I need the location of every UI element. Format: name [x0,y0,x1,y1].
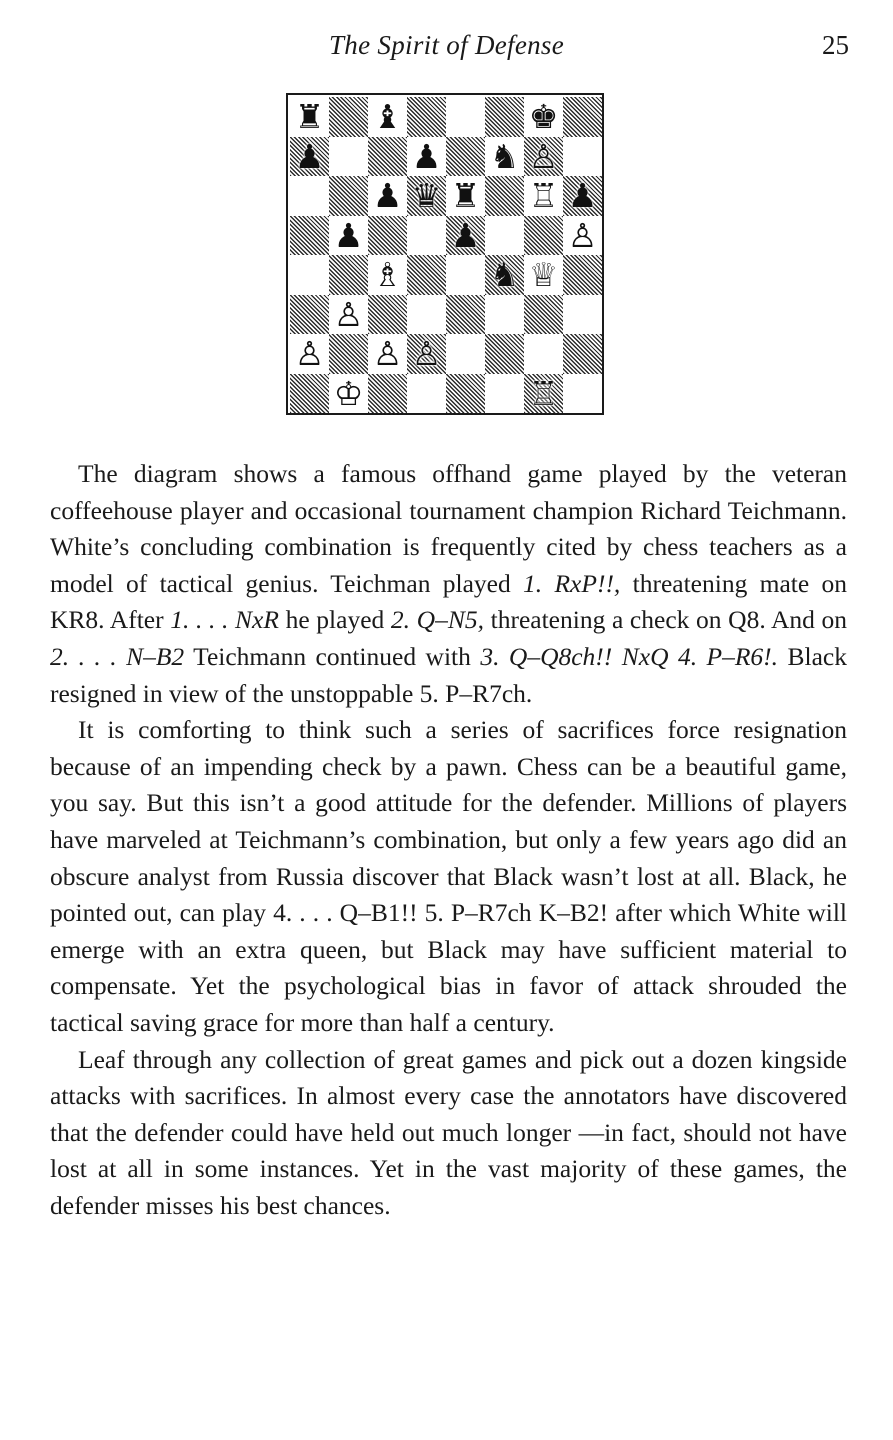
black-pawn-icon: ♟ [372,176,403,216]
square-e6 [446,176,485,216]
square-c8 [368,97,407,137]
square-c5 [368,216,407,256]
square-e8 [446,97,485,137]
square-d3 [407,295,446,335]
square-a8 [290,97,329,137]
chess-board [290,97,602,413]
square-h4 [563,255,602,295]
square-b4 [329,255,368,295]
paragraph-1 [50,456,847,712]
running-head [0,28,893,68]
white-king-icon: ♔ [333,373,364,413]
square-h5 [563,216,602,256]
black-knight-icon: ♞ [489,136,520,176]
square-f3 [485,295,524,335]
paragraph-2: It is comforting to think such a series of sacrifices force resignation because of an impending check by a pawn. Chess can be a beautiful game, you say. But this isn’t a good attitude for the defender. Millions of players have marveled at Teichmann’s combination, but only a few years ago did an obscure analyst from Russia discover that Black wasn’t lost at all. Black, he pointed out, can play 4. . . . Q–B1!! 5. P–R7ch K–B2! after which White will emerge with an extra queen, but Black may have sufficient material to compensate. Yet the psychological bias in favor of attack shrouded the tactical saving grace for more than half a century. [50,715,847,1037]
p1-text-4: threatening a check on Q8. And on [484,605,847,635]
white-bishop-icon: ♗ [372,255,403,295]
page-number: 25 [822,30,849,60]
square-b1 [329,374,368,414]
black-bishop-icon: ♝ [372,97,403,137]
chess-diagram [286,93,604,415]
square-c2 [368,334,407,374]
black-pawn-icon: ♟ [411,136,442,176]
square-a6 [290,176,329,216]
square-f2 [485,334,524,374]
square-d6 [407,176,446,216]
black-pawn-icon: ♟ [450,215,481,255]
square-f8 [485,97,524,137]
square-f4 [485,255,524,295]
p1-text-5: Teichmann continued with [184,641,481,671]
square-e2 [446,334,485,374]
paragraph-3: Leaf through any collection of great games and pick out a dozen kingside attacks with sacrifices. In almost every case the annotators have discovered that the defender could have held out much longer —in fact, should not have lost at all in some instances. Yet in the vast majority of these games, the defender misses his best chances. [50,1044,847,1220]
white-pawn-icon: ♙ [372,334,403,374]
white-pawn-icon: ♙ [411,334,442,374]
black-queen-icon: ♛ [411,176,442,216]
square-e7 [446,137,485,177]
square-c3 [368,295,407,335]
square-h3 [563,295,602,335]
square-e1 [446,374,485,414]
white-queen-icon: ♕ [528,255,559,295]
p1-move-2: 1. . . . NxR [170,605,279,635]
p1-move-4: 2. . . . N–B2 [50,641,185,671]
p1-move-5: 3. Q–Q8ch!! NxQ 4. P–R6!. [480,641,779,671]
square-f5 [485,216,524,256]
p1-move-1: 1. RxP!!, [523,568,621,598]
square-b3 [329,295,368,335]
square-h8 [563,97,602,137]
square-c1 [368,374,407,414]
p1-text-6: Black resigned in view of the unstoppable 5. P–R7ch. [50,641,847,708]
white-rook-icon: ♖ [528,373,559,413]
square-e4 [446,255,485,295]
square-g6 [524,176,563,216]
square-c6 [368,176,407,216]
square-a2 [290,334,329,374]
square-f7 [485,137,524,177]
square-a4 [290,255,329,295]
square-d8 [407,97,446,137]
square-c4 [368,255,407,295]
body-text [50,456,847,1224]
white-pawn-icon: ♙ [294,334,325,374]
square-h1 [563,374,602,414]
square-e3 [446,295,485,335]
square-h7 [563,137,602,177]
square-h6 [563,176,602,216]
square-g8 [524,97,563,137]
square-a5 [290,216,329,256]
square-b2 [329,334,368,374]
black-rook-icon: ♜ [450,176,481,216]
square-d5 [407,216,446,256]
square-d4 [407,255,446,295]
p1-text-1: The diagram shows a famous offhand game played by the veteran coffeehouse player and occasional tournament champion Richard Teichmann. White’s concluding combination is frequently cited by chess teachers as a model of tactical genius. Teichman played [50,459,847,598]
square-h2 [563,334,602,374]
black-pawn-icon: ♟ [333,215,364,255]
square-a7 [290,137,329,177]
white-pawn-icon: ♙ [333,294,364,334]
square-b6 [329,176,368,216]
black-pawn-icon: ♟ [294,136,325,176]
square-g3 [524,295,563,335]
black-pawn-icon: ♟ [567,176,598,216]
square-g2 [524,334,563,374]
square-f6 [485,176,524,216]
square-b8 [329,97,368,137]
square-g1 [524,374,563,414]
square-d1 [407,374,446,414]
square-a3 [290,295,329,335]
black-knight-icon: ♞ [489,255,520,295]
square-g4 [524,255,563,295]
black-king-icon: ♚ [528,97,559,137]
white-pawn-icon: ♙ [528,136,559,176]
p1-text-2: threatening mate on KR8. After [50,568,847,635]
black-rook-icon: ♜ [294,97,325,137]
square-b7 [329,137,368,177]
square-e5 [446,216,485,256]
white-rook-icon: ♖ [528,176,559,216]
square-a1 [290,374,329,414]
p1-text-3: he played [278,605,391,635]
p1-move-3: 2. Q–N5, [390,605,484,635]
running-title: The Spirit of Defense [328,30,565,60]
square-d2 [407,334,446,374]
square-c7 [368,137,407,177]
square-d7 [407,137,446,177]
square-g7 [524,137,563,177]
square-g5 [524,216,563,256]
white-pawn-icon: ♙ [567,215,598,255]
square-b5 [329,216,368,256]
square-f1 [485,374,524,414]
